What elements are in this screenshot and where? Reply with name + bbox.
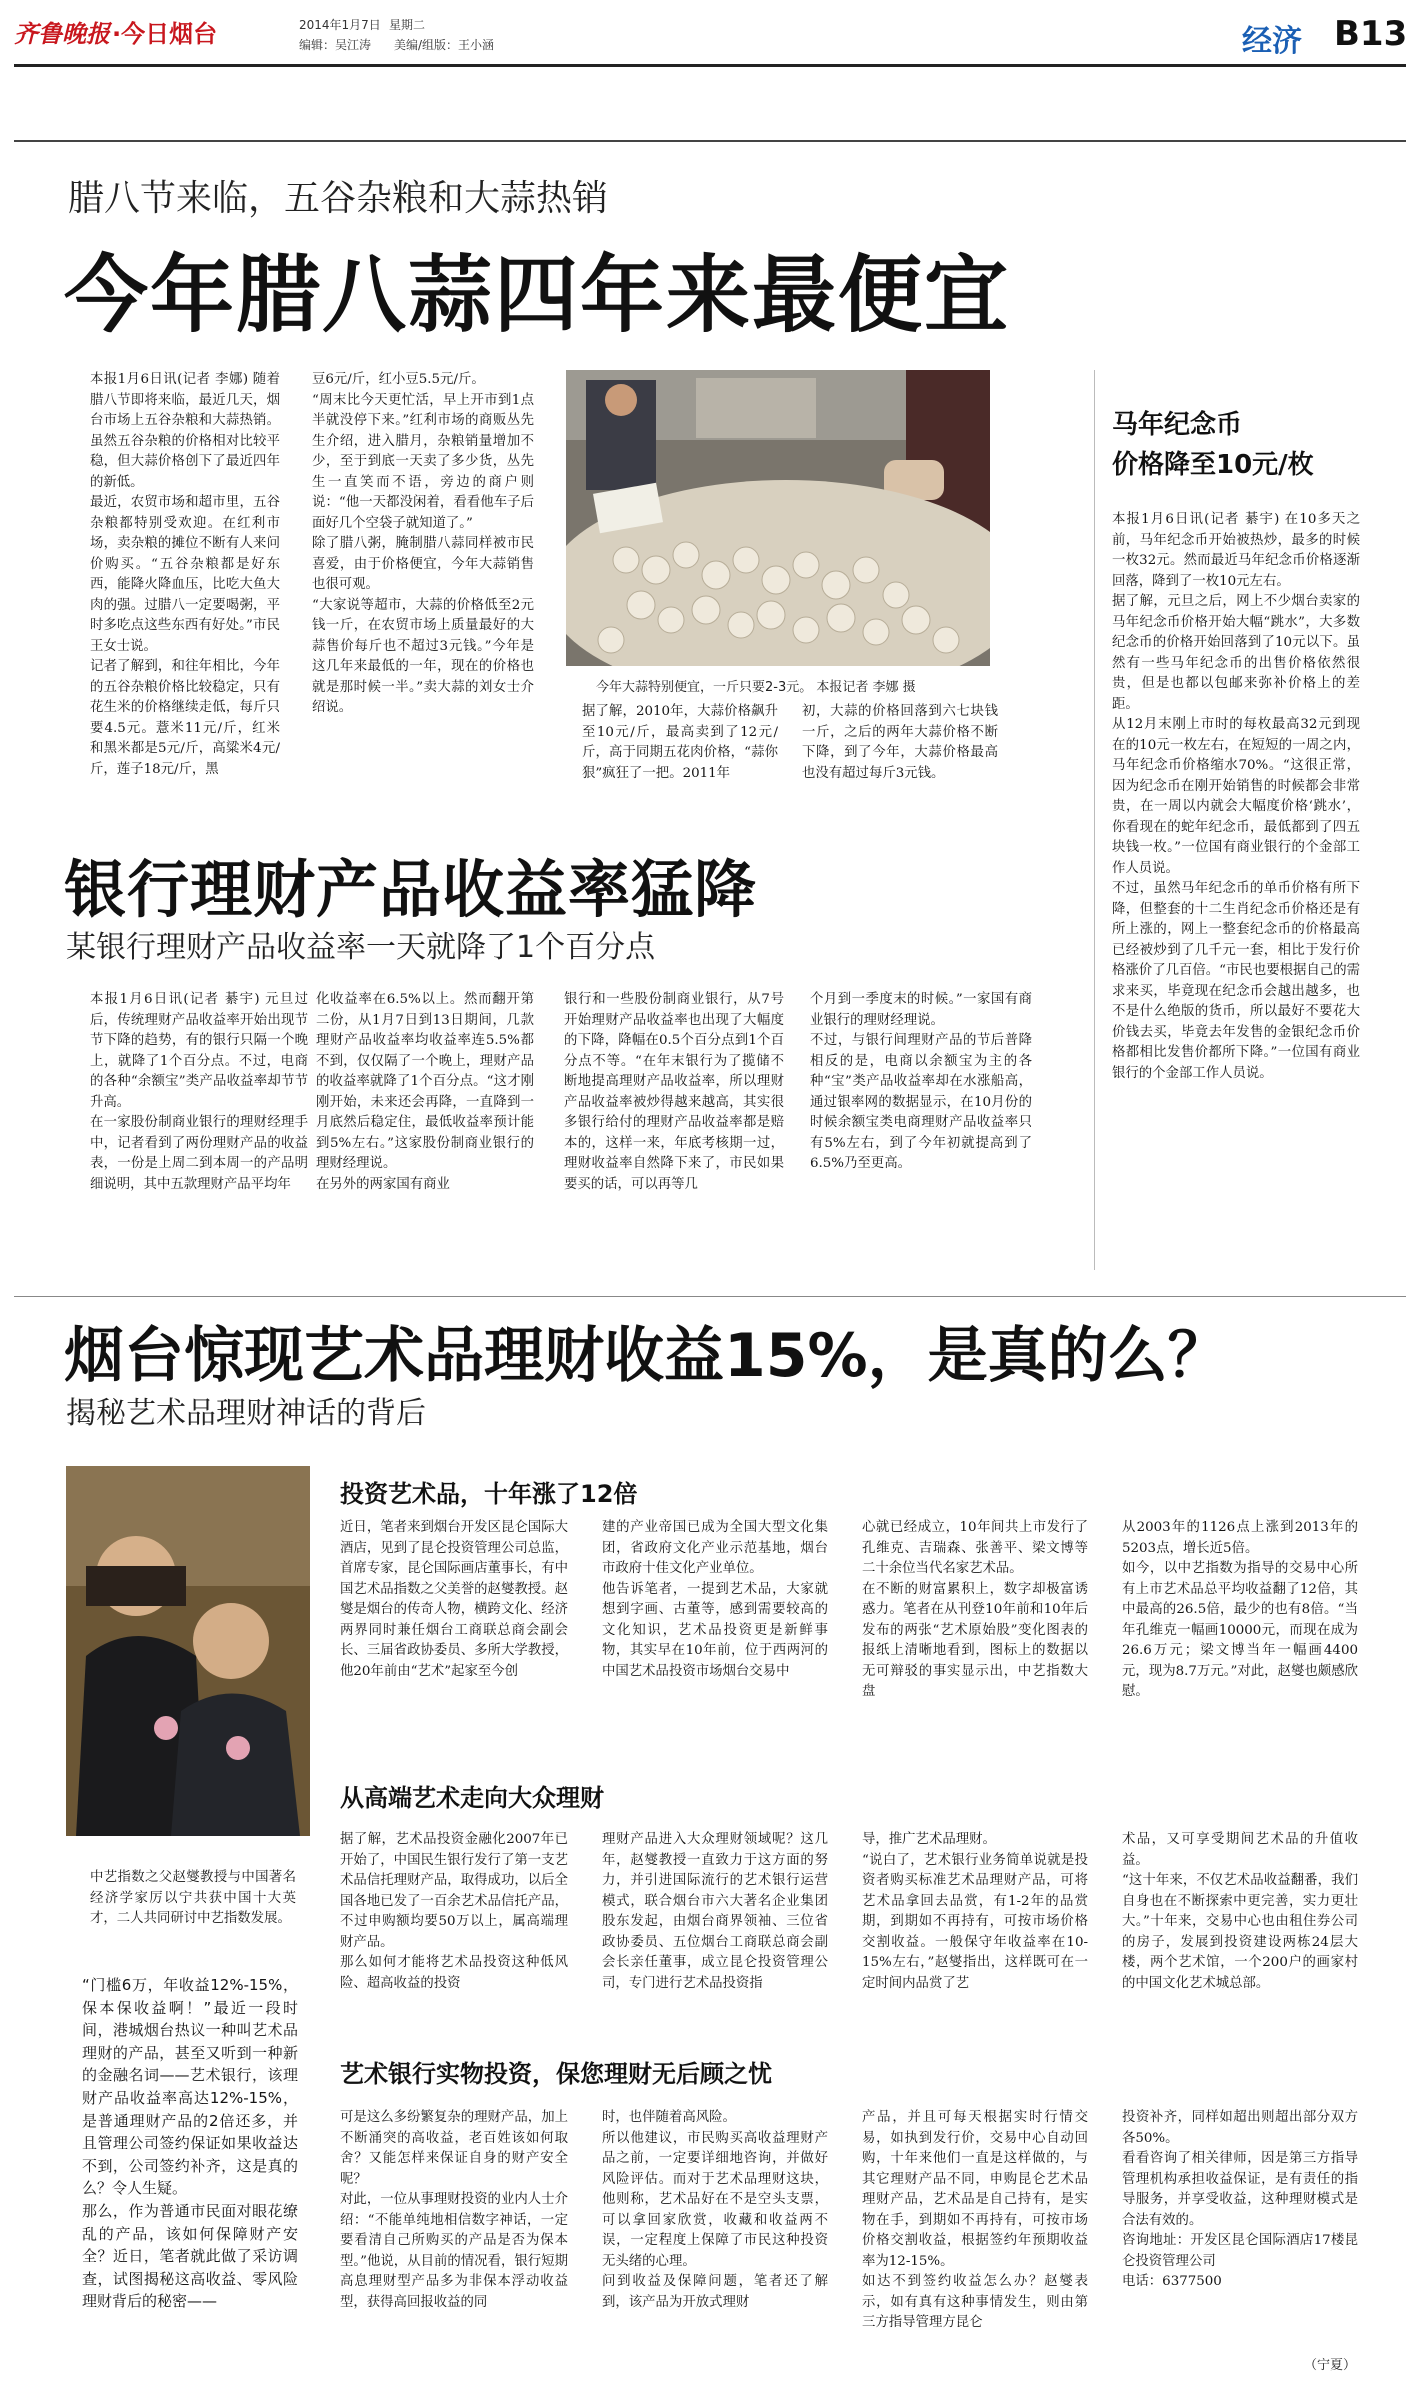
story3-s3c4: 投资补齐，同样如超出则超出部分双方各50%。 看看咨询了相关律师，因是第三方指导管理机构承担收益保证，是有责任的指导服务，并享受收益，这种理财模式是合法有效的。 咨询地址：开发区昆仑国际酒店17楼昆仑投资管理公司 电话：6377500: [1122, 2110, 1358, 2289]
story1-col2: 豆6元/斤，红小豆5.5元/斤。 “周末比今天更忙活，早上开市到1点半就没停下来。”红利市场的商贩丛先生介绍，进入腊月，杂粮销量增加不少，至于到底一天卖了多少货，丛先生一直笑而不语，旁边的商户则说：“他一天都没闲着，看看他车子后面好几个空袋子就知道了。” 除了腊八粥，腌制腊八蒜同样被市民喜爱，由于价格便宜，今年大蒜销售也很可观。 “大家说等超市，大蒜的价格低至2元钱一斤，在农贸市场上质量最好的大蒜售价每斤也不超过3元钱。”今年是这几年来最低的一年，现在的价格也就是那时候一半。”卖大蒜的刘女士介绍说。: [312, 372, 534, 715]
coin-divider: [1094, 370, 1095, 1270]
weekday: 星期二: [389, 18, 426, 32]
story3-subhead: 揭秘艺术品理财神话的背后: [66, 1396, 426, 1431]
garlic-photo: [566, 370, 990, 666]
coin-title-1: 马年纪念币: [1112, 410, 1243, 440]
story3-s1c4: 从2003年的1126点上涨到2013年的5203点，增长近5倍。 如今，以中艺指数为指导的交易中心所有上市艺术品总平均收益翻了12倍，其中最高的26.5倍，最少的也有8倍。“当年孔维克一幅画10000元，而现在成为26.6万元；梁文博当年一幅画4400元，现为8.7万元。”对此，赵燮也颇感欣慰。: [1122, 1520, 1358, 1699]
story3-s1c3: 心就已经成立，10年间共上市发行了孔维克、吉瑞森、张善平、梁文博等二十余位当代名家艺术品。 在不断的财富累积上，数字却极富诱惑力。笔者在从刊登10年前和10年后发布的两张“艺术原始股”变化图表的报纸上清晰地看到，图标上的数据以无可辩驳的事实显示出，中艺指数大盘: [862, 1520, 1088, 1699]
garlic-photo-caption: 今年大蒜特别便宜，一斤只要2-3元。 本报记者 李娜 摄: [596, 680, 916, 695]
story1-top-rule: [14, 140, 1406, 142]
masthead: [14, 6, 1406, 62]
paper-name: 齐鲁晚报: [14, 19, 110, 48]
story3-sub2: 从高端艺术走向大众理财: [340, 1784, 604, 1812]
page-category: 经济: [1242, 24, 1302, 59]
story3-top-rule: [14, 1296, 1406, 1297]
story3-s2c1: 据了解，艺术品投资金融化2007年已开始了，中国民生银行发行了第一支艺术品信托理财产品，取得成功，以后全国各地已发了一百余艺术品信托产品，不过申购额均要50万以上，属高端理财产品。 那么如何才能将艺术品投资这种低风险、超高收益的投资: [340, 1832, 568, 1991]
story3-s3c2: 时，也伴随着高风险。 所以他建议，市民购买高收益理财产品之前，一定要详细地咨询，并做好风险评估。而对于艺术品理财这块，他则称，艺术品好在不是空头支票，可以拿回家欣赏，收藏和收益两不误，一定程度上保障了市民这种投资无头绪的心理。 问到收益及保障问题，笔者还了解到，该产品为开放式理财: [602, 2110, 828, 2310]
story3-sub3: 艺术银行实物投资，保您理财无后顾之忧: [340, 2060, 772, 2088]
garlic-market-image: [566, 370, 990, 666]
story1-headline: 今年腊八蒜四年来最便宜: [64, 246, 1011, 344]
story2-col1: 本报1月6日讯(记者 綦宇) 元旦过后，传统理财产品收益率开始出现节节下降的趋势，有的银行只隔一个晚上，就降了1个百分点。不过，电商的各种“余额宝”类产品收益率却节节升高。 在一家股份制商业银行的理财经理手中，记者看到了两份理财产品的收益表，一份是上周二到本周一的产品明细说明，其中五款理财产品平均年: [90, 992, 308, 1192]
coin-title-2: 价格降至10元/枚: [1112, 450, 1314, 480]
story3-sub1: 投资艺术品，十年涨了12倍: [340, 1480, 638, 1508]
story2-col3: 银行和一些股份制商业银行，从7号开始理财产品收益率也出现了大幅度的下降，降幅在0.5个百分点到1个百分点不等。“在年末银行为了揽储不断地提高理财产品收益率，所以理财产品收益率被炒得越来越高，其实很多银行给付的理财产品收益率都是赔本的，这样一来，年底考核期一过，理财收益率自然降下来了，市民如果要买的话，可以再等几: [564, 992, 784, 1192]
editor-line: 编辑：吴江涛: [299, 38, 372, 52]
story1-col4: 初，大蒜的价格回落到六七块钱一斤，之后的两年大蒜价格不断下降，到了今年，大蒜价格最高也没有超过每斤3元钱。: [802, 704, 998, 781]
portrait-photo: [66, 1466, 310, 1836]
story3-s3c1: 可是这么多纷繁复杂的理财产品，加上不断涌突的高收益，老百姓该如何取舍？又能怎样来保证自身的财产安全呢？ 对此，一位从事理财投资的业内人士介绍：“不能单纯地相信数字神话，一定要看清自己所购买的产品是否为保本型。”他说，从目前的情况看，银行短期高息理财型产品多为非保本浮动收益型，获得高回报收益的同: [340, 2110, 568, 2310]
design-line: 美编/组版：王小涵: [394, 38, 495, 52]
story3-headline: 烟台惊现艺术品理财收益15%，是真的么？: [64, 1321, 1228, 1391]
story1-col1: 本报1月6日讯(记者 李娜) 随着腊八节即将来临，最近几天，烟台市场上五谷杂粮和大蒜热销。虽然五谷杂粮的价格相对比较平稳，但大蒜价格创下了最近四年的新低。 最近，农贸市场和超市里，五谷杂粮都特别受欢迎。在红利市场，卖杂粮的摊位不断有人来问价购买。“五谷杂粮都是好东西，能降火降血压，比吃大鱼大肉的强。过腊八一定要喝粥，平时多吃点这些东西有好处。”市民王女士说。 记者了解到，和往年相比，今年的五谷杂粮价格比较稳定，只有花生米的价格继续走低，每斤只要4.5元。薏米11元/斤，红米和黑米都是5元/斤，高粱米4元/斤，莲子18元/斤，黑: [90, 372, 280, 777]
story2-col2: 化收益率在6.5%以上。然而翻开第二份，从1月7日到13日期间，几款理财产品收益率均收益率连5.5%都不到，仅仅隔了一个晚上，理财产品的收益率就降了1个百分点。“这才刚刚开始，未来还会再降，一直降到一月底然后稳定住，最低收益率预计能到5%左右。”这家股份制商业银行的理财经理说。 在另外的两家国有商业: [316, 992, 534, 1192]
story3-s1c1: 近日，笔者来到烟台开发区昆仑国际大酒店，见到了昆仑投资管理公司总监，首席专家，昆仑国际画店董事长，有中国艺术品指数之父美誉的赵燮教授。赵燮是烟台的传奇人物，横跨文化、经济两界同时兼任烟台工商联总商会副会长、三届省政协委员、多所大学教授，他20年前由“艺术”起家至今创: [340, 1520, 568, 1679]
date: 2014年1月7日: [299, 18, 381, 32]
story3-intro: “门槛6万，年收益12%-15%，保本保收益啊！”最近一段时间，港城烟台热议一种叫艺术品理财的产品，甚至又听到一种新的金融名词——艺术银行，该理财产品收益率高达12%-15%，是普通理财产品的2倍还多，并且管理公司签约保证如果收益达不到，公司签约补齐，这是真的么？令人生疑。 那么，作为普通市民面对眼花缭乱的产品，该如何保障财产安全？近日，笔者就此做了采访调查，试图揭秘这高收益、零风险理财背后的秘密——: [82, 1976, 298, 2311]
story1-col3: 据了解，2010年，大蒜价格飙升至10元/斤，最高卖到了12元/斤，高于同期五花肉价格，“蒜你狠”疯狂了一把。2011年: [582, 704, 778, 781]
story3-s3c3: 产品，并且可每天根据实时行情交易，如执到发行价，交易中心自动回购，十年来他们一直是这样做的，与其它理财产品不同，申购昆仑艺术品理财产品，艺术品是自己持有，是实物在手，到期如不再持有，可按市场价格交割收益，根据签约年预期收益率为12-15%。 如达不到签约收益怎么办？赵燮表示，如有真有这种事情发生，则由第三方指导管理方昆仑: [862, 2110, 1088, 2330]
story3-byline: （宁夏）: [1304, 2358, 1357, 2373]
section-name: ·今日烟台: [112, 20, 218, 48]
story3-s2c2: 理财产品进入大众理财领域呢？这几年，赵燮教授一直致力于这方面的努力，并引进国际流行的艺术银行运营模式，联合烟台市六大著名企业集团股东发起，由烟台商界领袖、三位省政协委员、五位烟台工商联总商会副会长亲任董事，成立昆仑投资管理公司，专门进行艺术品投资指: [602, 1832, 828, 1991]
story2-subhead: 某银行理财产品收益率一天就降了1个百分点: [66, 930, 656, 965]
header-rule: [14, 64, 1406, 67]
story3-s1c2: 建的产业帝国已成为全国大型文化集团，省政府文化产业示范基地，烟台市政府十佳文化产业单位。 他告诉笔者，一提到艺术品，大家就想到字画、古董等，感到需要较高的文化知识，艺术品投资更是新鲜事物，其实早在10年前，位于西两河的中国艺术品投资市场烟台交易中: [602, 1520, 828, 1679]
portrait-image: [66, 1466, 310, 1836]
story1-kicker: 腊八节来临，五谷杂粮和大蒜热销: [68, 178, 609, 219]
story3-s2c4: 术品，又可享受期间艺术品的升值收益。 “这十年来，不仅艺术品收益翻番，我们自身也在不断探索中更完善，实力更壮大。”十年来，交易中心也由租住券公司的房子，发展到投资建设两栋24层大楼，两个艺术馆，一个200户的画家村的中国文化艺术城总部。: [1122, 1832, 1358, 1991]
coin-body: 本报1月6日讯(记者 綦宇) 在10多天之前，马年纪念币开始被热炒，最多的时候一枚32元。然而最近马年纪念币价格逐渐回落，降到了一枚10元左右。 据了解，元旦之后，网上不少烟台卖家的马年纪念币价格开始大幅“跳水”，大多数纪念币的价格开始回落到了10元以下。虽然有一些马年纪念币的出售价格依然很贵，但是也都以包邮来弥补价格上的差距。 从12月末刚上市时的每枚最高32元到现在的10元一枚左右，在短短的一周之内，马年纪念币价格缩水70%。“这很正常，因为纪念币在刚开始销售的时候都会非常贵，在一周以内就会大幅度价格‘跳水’，你看现在的蛇年纪念币，最低都到了四五块钱一枚。”一位国有商业银行的个金部工作人员说。 不过，虽然马年纪念币的单币价格有所下降，但整套的十二生肖纪念币价格还是有所上涨的，网上一整套纪念币的价格最高已经被炒到了几千元一套，相比于发行价格涨价了几百倍。“市民也要根据自己的需求来买，毕竟现在纪念币会越出越多，也不是什么绝版的货币，所以最好不要花大价钱去买，毕竟去年发售的金银纪念币价格都相比发售价都所下降。”一位国有商业银行的个金部工作人员说。: [1112, 512, 1360, 1081]
story2-col4: 个月到一季度末的时候。”一家国有商业银行的理财经理说。 不过，与银行间理财产品的节后普降相反的是，电商以余额宝为主的各种“宝”类产品收益率却在水涨船高，通过银率网的数据显示，在10月份的时候余额宝类电商理财产品收益率只有5%左右，到了今年初就提高到了6.5%乃至更高。: [810, 992, 1032, 1171]
story3-s2c3: 导，推广艺术品理财。 “说白了，艺术银行业务简单说就是投资者购买标准艺术品理财产品，可将艺术品拿回去品赏，有1-2年的品赏期，到期如不再持有，可按市场价格交割收益。一般保守年收益率在10-15%左右，”赵燮指出，这样既可在一定时间内品赏了艺: [862, 1832, 1088, 1991]
story2-headline: 银行理财产品收益率猛降: [64, 853, 758, 926]
portrait-caption: 中艺指数之父赵燮教授与中国著名经济学家厉以宁共获中国十大英才，二人共同研讨中艺指数发展。: [90, 1870, 296, 1926]
page-number: B13: [1334, 14, 1408, 54]
